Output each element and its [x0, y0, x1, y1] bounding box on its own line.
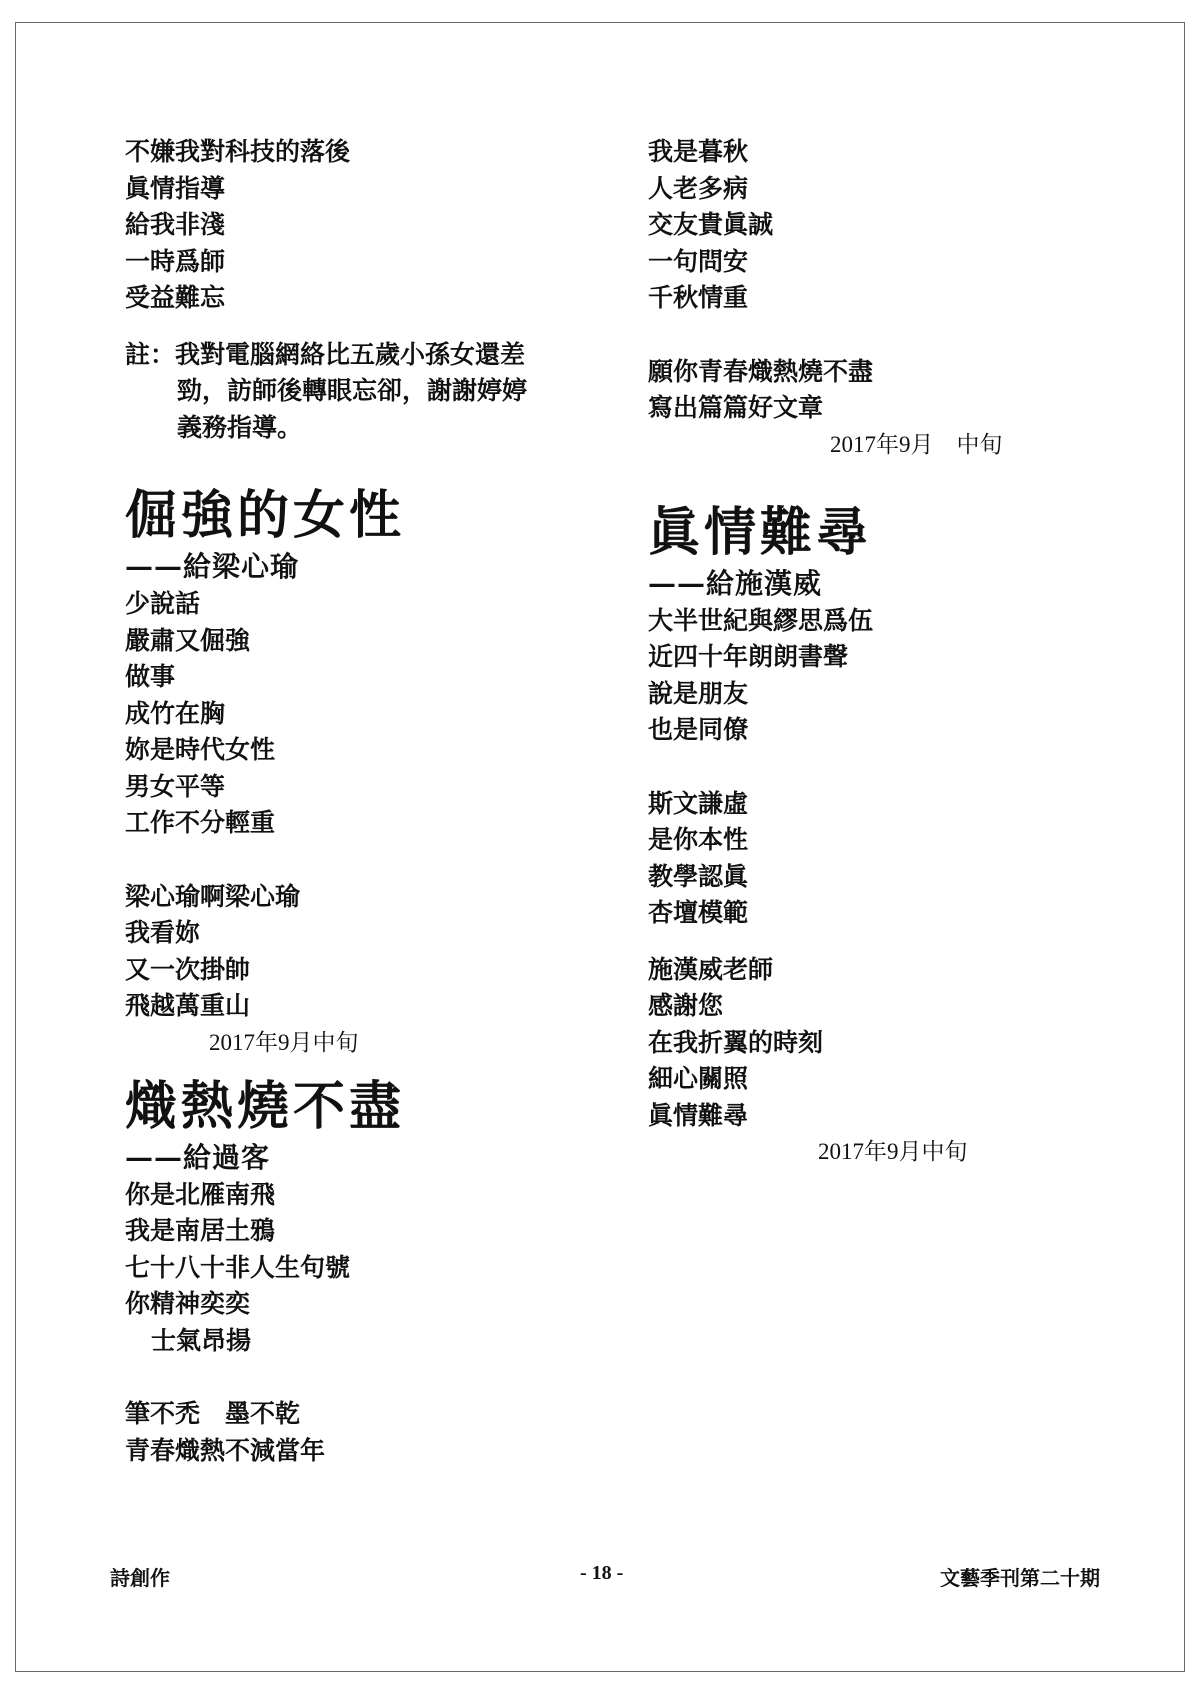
- poem-line: 青春熾熱不減當年: [125, 1435, 326, 1465]
- poem-stanza: [125, 879, 595, 1025]
- poem-stanza: [648, 134, 1128, 317]
- poem-line: 寫出篇篇好文章: [648, 393, 824, 422]
- poem-date: 2017年9月中旬: [818, 1139, 968, 1164]
- poem-stanza: [125, 586, 595, 842]
- poem-line: 細心關照: [648, 1064, 749, 1093]
- left-column: [125, 134, 595, 1469]
- poem-date: 2017年9月 中旬: [830, 431, 1003, 457]
- poem-line: 筆不禿 墨不乾: [125, 1399, 301, 1428]
- footnote-line: 我對電腦網絡比五歲小孫女還差: [175, 339, 526, 369]
- poem-dedication: ——給梁心瑜: [125, 550, 300, 583]
- poem-date: 2017年9月中旬: [209, 1029, 359, 1055]
- poem-title: 眞情難尋: [648, 501, 873, 563]
- poem-stanza: [648, 354, 1128, 427]
- poem-line: 我是南居土鴉: [125, 1216, 276, 1245]
- poem-line: 人老多病: [648, 173, 749, 203]
- poem-stanza: [648, 952, 1128, 1135]
- poem-line: 一句問安: [648, 246, 749, 276]
- poem-line: 千秋情重: [648, 283, 749, 312]
- page-number: - 18 -: [580, 1562, 624, 1584]
- poem-line: 大半世紀與繆思爲伍: [648, 605, 874, 635]
- poem-line: 又一次掛帥: [125, 954, 251, 984]
- footer-section-name: 詩創作: [110, 1566, 170, 1590]
- poem-line: 少說話: [125, 589, 201, 618]
- footnote-label: 註：: [125, 339, 176, 369]
- poem-line: 工作不分輕重: [125, 808, 276, 837]
- poem-line: 做事: [125, 662, 176, 691]
- right-column: [648, 134, 1128, 1170]
- poem-line: 妳是時代女性: [125, 735, 276, 764]
- poem-stanza: [125, 1396, 595, 1469]
- poem-line: 你是北雁南飛: [125, 1179, 276, 1209]
- poem-dedication: ——給過客: [125, 1140, 271, 1174]
- poem-title: 熾熱燒不盡: [125, 1075, 406, 1137]
- poem-line: 交友貴眞誠: [648, 210, 774, 239]
- footnote-line: 勁，訪師後轉眼忘卻，謝謝婷婷: [177, 376, 528, 405]
- poem-line: 杏壇模範: [648, 898, 749, 927]
- poem-line: 給我非淺: [125, 210, 226, 239]
- poem-stanza: [125, 1177, 595, 1360]
- poem-line: 七十八十非人生句號: [125, 1252, 351, 1282]
- footnote-line: 義務指導。: [177, 412, 303, 442]
- footnote: [125, 337, 595, 447]
- poem-line: 願你青春熾熱燒不盡: [648, 356, 874, 386]
- poem-line: 男女平等: [125, 771, 226, 801]
- footer-publication: 文藝季刊第二十期: [940, 1566, 1100, 1590]
- poem-line: 士氣昂揚: [151, 1325, 252, 1355]
- poem-line: 眞情難尋: [648, 1100, 749, 1130]
- poem-line: 說是朋友: [648, 678, 749, 708]
- poem-line: 眞情指導: [125, 173, 226, 203]
- poem-line: 成竹在胸: [125, 698, 226, 728]
- poem-line: 飛越萬重山: [125, 991, 251, 1020]
- poem-line: 是你本性: [648, 825, 749, 854]
- poem-line: 你精神奕奕: [125, 1289, 251, 1318]
- poem-line: 我是暮秋: [648, 137, 749, 166]
- poem-line: 近四十年朗朗書聲: [648, 642, 849, 671]
- page-footer: [110, 1562, 1100, 1592]
- poem-dedication: ——給施漢威: [648, 566, 823, 600]
- poem-line: 梁心瑜啊梁心瑜: [125, 881, 301, 911]
- poem-stanza: [648, 786, 1128, 932]
- poem-line: 斯文謙虛: [648, 788, 749, 818]
- poem-line: 我看妳: [125, 918, 201, 947]
- poem-line: 感謝您: [648, 991, 724, 1020]
- poem-title: 倔強的女性: [125, 485, 406, 546]
- poem-line: 在我折翼的時刻: [648, 1027, 824, 1057]
- poem-line: 受益難忘: [125, 283, 226, 312]
- poem-line: 教學認眞: [648, 861, 749, 891]
- poem-line: 不嫌我對科技的落後: [125, 137, 351, 166]
- poem-line: 施漢威老師: [648, 954, 774, 984]
- poem-line: 也是同僚: [648, 715, 749, 744]
- poem-tail-stanza: [125, 134, 595, 317]
- poem-line: 一時爲師: [125, 246, 226, 276]
- poem-stanza: [648, 603, 1128, 749]
- poem-line: 嚴肅又倔強: [125, 625, 251, 655]
